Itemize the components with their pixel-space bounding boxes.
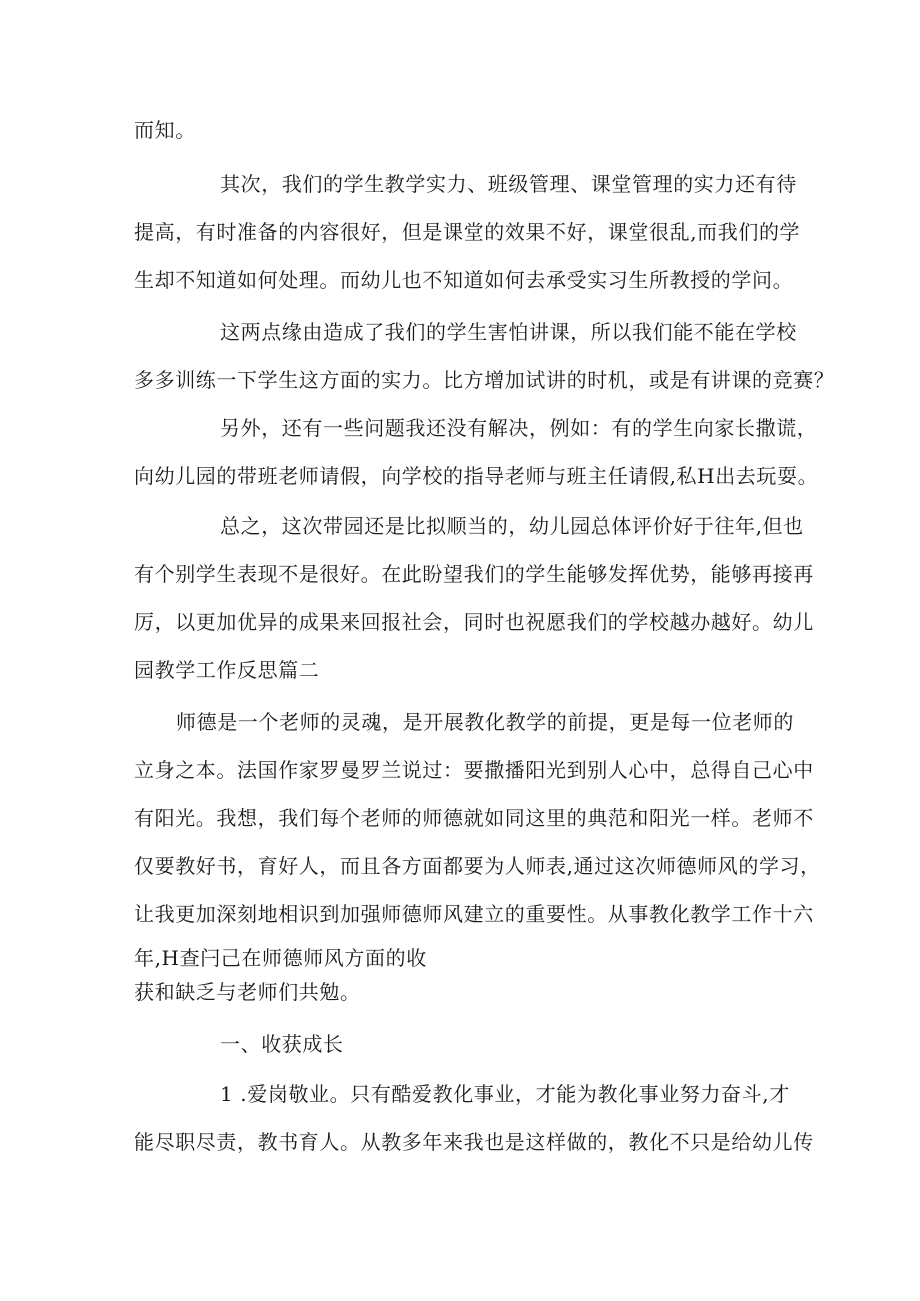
text-line-18: 年,H查闩己在师德师风方面的收 (134, 946, 427, 970)
text-line-5: 这两点缘由造成了我们的学生害怕讲课，所以我们能不能在学校 (220, 320, 797, 344)
text-line-1: 而知。 (134, 118, 196, 142)
text-line-15: 有阳光。我想，我们每个老师的师德就如同这里的典范和阳光一样。老师不 (134, 806, 814, 830)
text-line-14: 立身之本。法国作家罗曼罗兰说过：要撒播阳光到别人心中，总得自己心中 (134, 758, 814, 782)
text-line-6: 多多训练一下学生这方面的实力。比方增加试讲的时机，或是有讲课的竞赛？ (134, 368, 835, 392)
text-line-7: 另外，还有一些问题我还没有解决，例如：有的学生向家长撒谎， (220, 416, 818, 440)
text-line-10: 有个别学生表现不是很好。在此盼望我们的学生能够发挥优势，能够再接再 (134, 562, 814, 586)
text-line-2: 其次，我们的学生教学实力、班级管理、课堂管理的实力还有待 (220, 172, 797, 196)
text-line-22: 能尽职尽责，教书育人。从教多年来我也是这样做的，教化不只是给幼儿传 (134, 1130, 814, 1154)
text-line-13: 师德是一个老师的灵魂，是开展教化教学的前提，更是每一位老师的 (176, 710, 794, 734)
text-line-9: 总之，这次带园还是比拟顺当的，幼儿园总体评价好于往年,但也 (220, 514, 804, 538)
section-heading: 一、收获成长 (220, 1032, 344, 1056)
text-line-16: 仅要教好书，育好人，而且各方面都要为人师表,通过这次师德师风的学习， (134, 854, 821, 878)
text-line-12: 园教学工作反思篇二 (134, 658, 320, 682)
text-line-17: 让我更加深刻地相识到加强师德师风建立的重要性。从事教化教学工作十六 (134, 902, 814, 926)
text-line-21: 1 .爱岗敬业。只有酷爱教化事业，才能为教化事业努力奋斗,才 (220, 1082, 790, 1106)
text-line-4: 生却不知道如何处理。而幼儿也不知道如何去承受实习生所教授的学问。 (134, 268, 794, 292)
text-line-3: 提高，有时准备的内容很好，但是课堂的效果不好，课堂很乱,而我们的学 (134, 220, 801, 244)
text-line-11: 厉，以更加优异的成果来回报社会，同时也祝愿我们的学校越办越好。幼儿 (134, 610, 814, 634)
text-line-19: 获和缺乏与老师们共勉。 (134, 980, 361, 1004)
text-line-8: 向幼儿园的带班老师请假，向学校的指导老师与班主任请假,私H出去玩耍。 (134, 464, 819, 488)
